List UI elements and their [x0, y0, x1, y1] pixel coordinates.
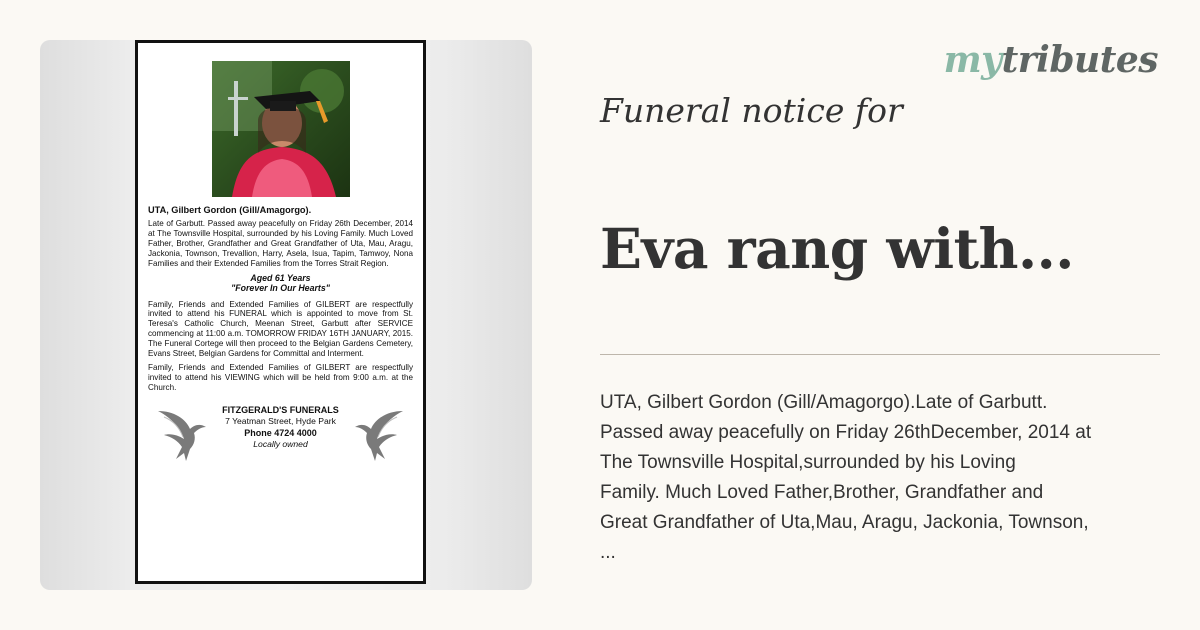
logo-tributes: tributes: [1001, 39, 1158, 81]
funeral-director-footer: [148, 405, 413, 467]
notice-paragraph-3: Family, Friends and Extended Families of GILBERT are respectfully invited to attend his VIEWING which will be held from 9:00 a.m. at the Church.: [148, 362, 413, 392]
excerpt-line: Passed away peacefully on Friday 26thDecember, 2014 at: [600, 422, 1092, 443]
notice-title: Eva rang with...: [600, 216, 1074, 281]
excerpt-line: UTA, Gilbert Gordon (Gill/Amagorgo).Late of Garbutt.: [600, 392, 1048, 413]
excerpt-line: Family. Much Loved Father,Brother, Grandfather and: [600, 482, 1044, 503]
notice-paragraph-2: Family, Friends and Extended Families of GILBERT are respectfully invited to attend his FUNERAL which is appointed to move from St. Teresa's Catholic Church, Meenan Street, Garbutt after SERVICE commencing at 11:00 a.m. TOMORROW FRIDAY 16TH JANUARY, 2015. The Funeral Cortege will then proceed to the Belgian Gardens Cemetery, Evans Street, Belgian Gardens for Committal and Interment.: [148, 299, 413, 359]
funeral-company-name: FITZGERALD'S FUNERALS: [222, 404, 339, 415]
excerpt-line: Great Grandfather of Uta,Mau, Aragu, Jackonia, Townson,: [600, 512, 1089, 533]
age-line: Aged 61 Years: [250, 272, 311, 283]
funeral-company-address: 7 Yeatman Street, Hyde Park: [225, 416, 336, 427]
logo-my: my: [943, 39, 1002, 81]
notice-image-panel: [40, 40, 532, 590]
excerpt-line: ...: [600, 542, 616, 563]
divider: [600, 354, 1160, 355]
dove-icon: [353, 405, 405, 463]
funeral-company-phone: Phone 4724 4000: [244, 427, 317, 438]
mytributes-logo[interactable]: [944, 38, 1158, 82]
notice-excerpt: [600, 388, 1185, 568]
notice-paragraph-1: Late of Garbutt. Passed away peacefully on Friday 26th December, 2014 at The Townsville Hospital, surrounded by his Loving Family. Much Loved Father, Brother, Grandfather and Great Grandfather of Uta, Mau, Aragu, Jackonia, Townson, Trevallion, Harry, Asela, Isua, Tapim, Tamwoy, Nona Families and their Extended Families from the Torres Strait Region.: [148, 219, 413, 268]
portrait-photo: [212, 61, 350, 197]
notice-subtitle: Funeral notice for: [600, 91, 903, 130]
motto-line: "Forever In Our Hearts": [231, 283, 330, 294]
deceased-name: UTA, Gilbert Gordon (Gill/Amagorgo).: [148, 205, 312, 215]
dove-icon: [156, 405, 208, 463]
funeral-company-tagline: Locally owned: [253, 439, 308, 450]
excerpt-line: The Townsville Hospital,surrounded by his Loving: [600, 452, 1016, 473]
funeral-notice: [135, 40, 426, 584]
